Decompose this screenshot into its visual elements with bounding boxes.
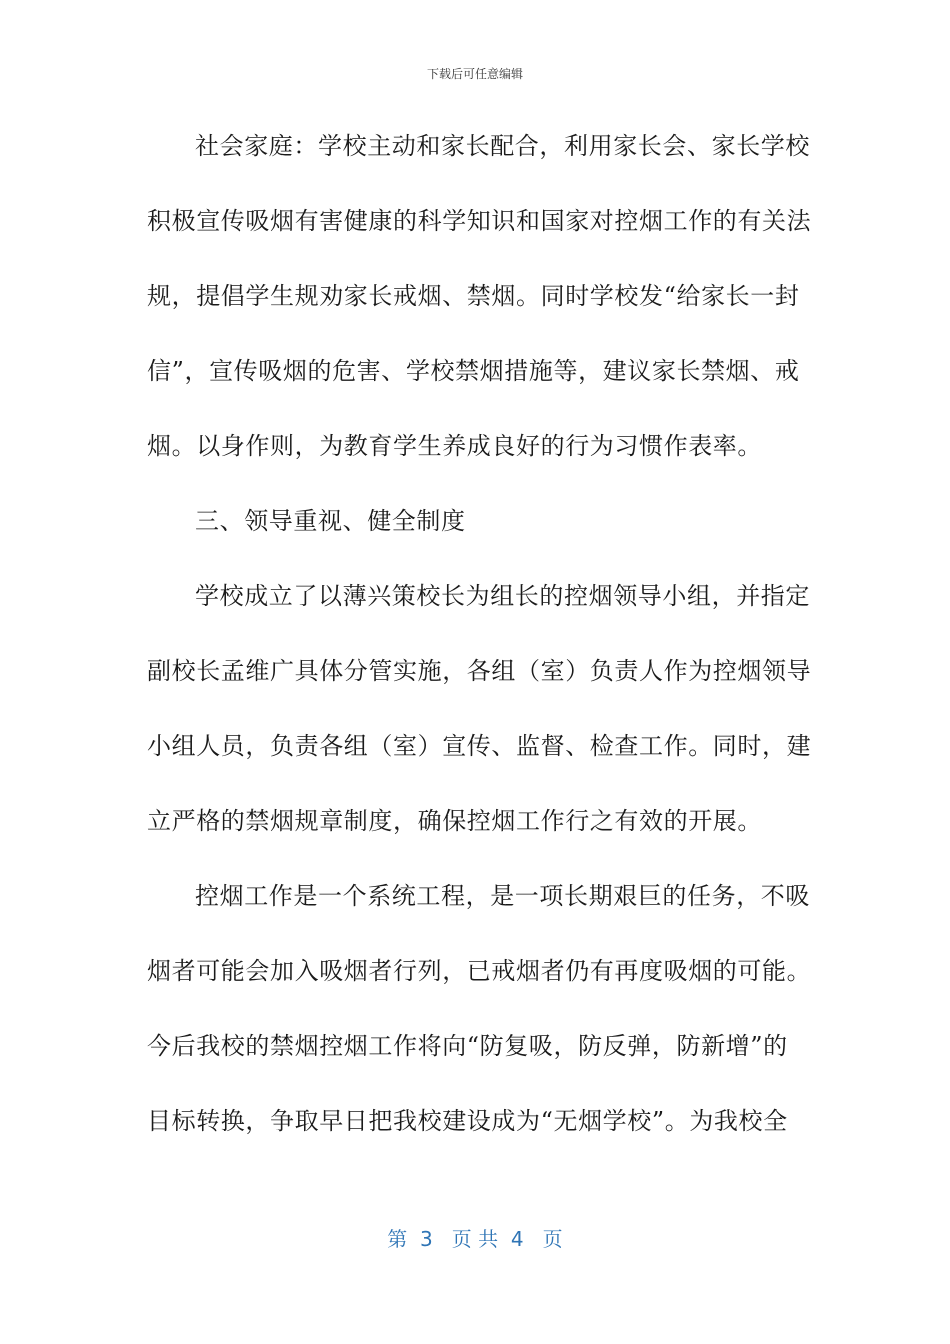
text-line: 社会家庭：学校主动和家长配合，利用家长会、家长学校 (195, 132, 810, 160)
text-line: 立严格的禁烟规章制度，确保控烟工作行之有效的开展。 (147, 807, 762, 835)
text-line: 规，提倡学生规劝家长戒烟、禁烟。同时学校发“给家长一封 (147, 282, 800, 310)
text-line: 小组人员，负责各组（室）宣传、监督、检查工作。同时，建 (147, 732, 812, 760)
text-line: 目标转换，争取早日把我校建设成为“无烟学校”。为我校全 (147, 1107, 788, 1135)
document-body (147, 122, 812, 1172)
page-number-footer: 第 3 页 共 4 页 (387, 1227, 563, 1251)
text-line: 信”，宣传吸烟的危害、学校禁烟措施等，建议家长禁烟、戒 (147, 357, 800, 385)
text-line: 烟。以身作则，为教育学生养成良好的行为习惯作表率。 (147, 432, 762, 460)
text-line: 副校长孟维广具体分管实施，各组（室）负责人作为控烟领导 (147, 657, 812, 685)
page-header: 下载后可任意编辑 (426, 67, 523, 81)
text-line: 烟者可能会加入吸烟者行列，已戒烟者仍有再度吸烟的可能。 (147, 957, 812, 985)
section-heading: 三、领导重视、健全制度 (195, 507, 466, 535)
text-line: 积极宣传吸烟有害健康的科学知识和国家对控烟工作的有关法 (147, 207, 812, 235)
text-line: 学校成立了以薄兴策校长为组长的控烟领导小组，并指定 (195, 582, 810, 610)
text-line: 今后我校的禁烟控烟工作将向“防复吸，防反弹，防新增”的 (147, 1032, 788, 1060)
text-line: 控烟工作是一个系统工程，是一项长期艰巨的任务，不吸 (195, 882, 810, 910)
